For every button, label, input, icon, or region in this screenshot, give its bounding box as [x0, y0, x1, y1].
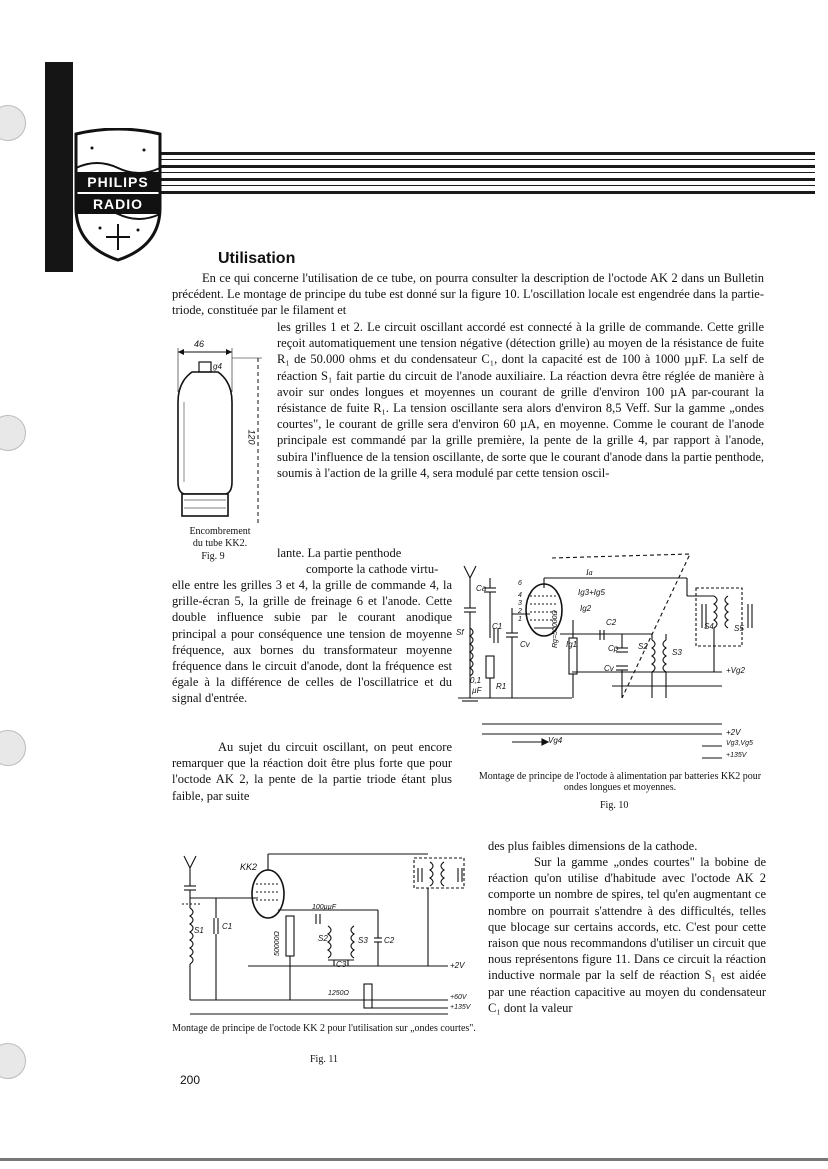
fig10-label-ig1: Ig1: [566, 640, 578, 649]
binder-hole: [0, 730, 26, 766]
fig11-label-c3: C3: [336, 960, 347, 969]
header-black-bar: [45, 62, 73, 272]
fig10-label-rg: Rg=50000Ω: [552, 610, 559, 648]
fig10-label-pin4: 4: [518, 592, 522, 599]
fig10-label-vg35: Vg3,Vg5: [726, 740, 753, 747]
binder-hole: [0, 415, 26, 451]
fig10-label-cv: Cv: [604, 664, 614, 673]
fig10-label-sf: Sf: [456, 628, 464, 637]
fig11-label-2v: +2V: [450, 961, 465, 970]
fig11-label-s1: S1: [194, 926, 204, 935]
fig11-label-1250: 1250Ω: [328, 990, 349, 997]
fig10-label-s2: S2: [638, 642, 648, 651]
fig10-label-pin1: 1: [518, 616, 522, 623]
fig9-g4-label: g4: [213, 362, 222, 371]
fig10-label-pin3: 3: [518, 600, 522, 607]
fig10-label-s5: S5: [734, 624, 744, 633]
fig9-width-label: 46: [194, 339, 205, 349]
fig11-label-s2: S2: [318, 934, 328, 943]
fig11-number: Fig. 11: [310, 1054, 338, 1065]
fig10-label-ig2: Ig2: [580, 604, 592, 613]
paragraph: lante. La partie penthode: [277, 546, 402, 560]
figure-10-schematic: [452, 548, 772, 770]
fig10-label-135v: +135V: [726, 752, 747, 759]
fig10-label-r1: R1: [496, 682, 507, 691]
fig9-caption-line1: Encombrement: [189, 526, 251, 537]
philips-radio-logo: [72, 128, 164, 264]
paragraph: Sur la gamme „ondes courtes" la bobine de réaction qu'on utilise d'habitude avec l'octode AK 2 comporte un nombre de spires, tel qu'en augmentant ce nombre on pourrait s'attendre à des difficultés, telles que blocage sur certains accords, etc. C'est pour cette raison que nous recommandons d'utiliser un circuit que nous représentons figure 11. Dans ce circuit la réaction inductive normale par la self de réaction S₁ est aidée par une réaction capacitive au moyen du condensateur C₁ dont la valeur: [488, 855, 766, 1015]
fig9-number: Fig. 9: [201, 551, 225, 562]
paragraph: En ce qui concerne l'utilisation de ce tube, on pourra consulter la description de l'octode AK 2 dans un Bulletin précédent. Le montage de principe du tube est donné sur la figure 10. L'oscillation locale est engendrée dans la partie-triode, constituée par le filament et: [172, 271, 764, 318]
fig10-label-c2: C2: [606, 618, 617, 627]
fig11-label-135v: +135V: [450, 1004, 471, 1011]
logo-philips-text: PHILIPS: [87, 174, 149, 190]
binder-hole: [0, 105, 26, 141]
fig10-label-ig3: Ig3+Ig5: [578, 588, 605, 597]
header-stripes: [150, 152, 815, 214]
binder-hole: [0, 1043, 26, 1079]
fig10-label-vg2: +Vg2: [726, 666, 745, 675]
fig10-caption: Montage de principe de l'octode à alimentation par batteries KK2 pour ondes longues et moyennes.: [478, 771, 762, 793]
fig9-caption-line2: du tube KK2.: [192, 538, 248, 549]
fig10-label-cp: Cp: [608, 644, 619, 653]
fig10-number: Fig. 10: [600, 800, 629, 811]
fig11-label-60v: +60V: [450, 994, 467, 1001]
fig10-label-vg4: Vg4: [548, 736, 563, 745]
logo-radio-text: RADIO: [92, 196, 144, 212]
fig10-label-pin2: 2: [518, 608, 522, 615]
fig10-label-uf: µF: [472, 686, 482, 695]
paragraph: comporte la cathode virtu-: [306, 562, 439, 576]
fig11-label-c1: C1: [222, 922, 233, 931]
figure-9-tube-drawing: [170, 339, 270, 527]
paragraph: les grilles 1 et 2. Le circuit oscillant accordé est connecté à la grille de commande. Cette grille reçoit automatiquement une tension négative (détection grille) au moyen de la résistance de fuite R₁ de 50.000 ohms et du condensateur C₁, dont la capacité est de 100 à 1000 µµF. La self de réaction S₁ fait partie du circuit de l'anode auxiliaire. La réaction devra être réglée de manière à avoir sur ondes longues et moyennes un courant de grille d'environ 100 µA par-courant la résistance de fuite R₁. La tension oscillante sera alors d'environ 8,5 Veff. Sur la gamme „ondes courtes", le courant de grille sera d'environ 60 µA, en moyenne. Comme le courant de l'anode principale est commandé par la grille première, la pente de la grille 4, par rapport à l'anode, subira l'influence de la tension oscillante, de sorte que le courant d'anode dans la partie penthode, soumis à l'action de la grille 4, sera modulé par cette tension oscil-: [277, 320, 764, 480]
fig11-label-kk2: KK2: [240, 862, 258, 872]
fig10-label-s3: S3: [672, 648, 682, 657]
fig10-label-cv2: Cv: [520, 640, 530, 649]
fig11-label-100uuf: 100µµF: [312, 904, 337, 911]
fig11-label-50000: 50000Ω: [274, 931, 281, 956]
fig10-label-c1: C1: [492, 622, 503, 631]
fig10-label-cap01: 0,1: [470, 676, 482, 685]
paragraph: Au sujet du circuit oscillant, on peut encore remarquer que la réaction doit être plus forte que pour l'octode AK 2, la pente de la partie triode étant plus faible, par suite: [172, 740, 452, 803]
fig9-height-label: 120: [246, 429, 257, 445]
fig10-label-2v: +2V: [726, 728, 741, 737]
section-title: Utilisation: [218, 250, 296, 267]
bottom-edge-line: [0, 1158, 828, 1161]
paragraph: elle entre les grilles 3 et 4, la grille de commande 4, la grille-écran 5, la grille de freinage 6 et l'anode. Cette double influence subie par le courant anodique principal a pour conséquence une tension de moyenne fréquence, aux bornes du transformateur moyenne fréquence dans le circuit d'anode, dont la fréquence est égale à la différence de celles de l'oscillatrice et du signal d'entrée.: [172, 578, 452, 706]
fig10-label-pin6: 6: [518, 580, 522, 587]
page-number: 200: [180, 1073, 201, 1087]
fig10-label-ia: Ia: [586, 568, 593, 577]
fig11-label-c2: C2: [384, 936, 395, 945]
fig10-label-s4: S4: [704, 622, 714, 631]
fig11-caption: Montage de principe de l'octode KK 2 pour l'utilisation sur „ondes courtes".: [172, 1023, 476, 1034]
paragraph: des plus faibles dimensions de la cathode.: [488, 839, 698, 853]
fig10-label-ca: Ca: [476, 584, 487, 593]
fig11-label-s3: S3: [358, 936, 368, 945]
figure-11-schematic: [178, 848, 478, 1018]
